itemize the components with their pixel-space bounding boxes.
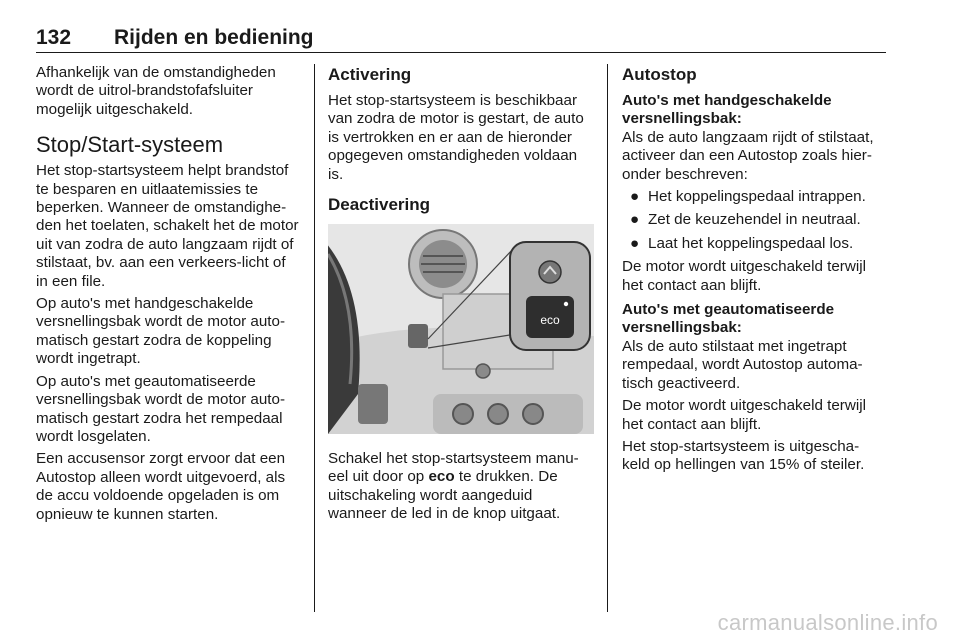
column-divider-2 [607,64,608,612]
eco-button-label: eco [540,313,560,328]
heading-activering: Activering [328,65,412,84]
page-number: 132 [36,26,72,49]
heading-deactivering: Deactivering [328,195,431,215]
subheading-automated-gearbox: Auto's met geautomatiseerde versnellingsbak: [622,301,835,337]
column-2 [328,64,594,528]
dashboard-illustration [328,224,594,434]
paragraph-autostop-3: Als de auto stilstaat met ingetrapt rempedaal, wordt Autostop automa-tisch geactiveerd. [622,337,863,392]
column-3 [622,64,886,479]
section-heading-stop-start: Stop/Start-systeem [36,132,224,158]
watermark: carmanualsonline.info [717,610,938,635]
paragraph-autostop-5: Het stop-startsysteem is uitgescha-keld op hellingen van 15% of steiler. [622,437,865,474]
paragraph-deactivering [328,450,594,524]
deactivering-text-1: Schakel het stop-startsysteem manu-eel uit door op [328,450,579,486]
autostop-steps-list [622,188,886,253]
paragraph-activering: Het stop-startsysteem is beschikbaar van zodra de motor is gestart, de auto is vertrokken en er aan de hieronder opgegeven omstandigheden voldaan is. [328,92,584,183]
column-1 [36,64,300,528]
paragraph-autostop-1: Als de auto langzaam rijdt of stilstaat, activeer dan een Autostop zoals hier-onder beschreven: [622,128,874,183]
column-divider-1 [314,64,315,612]
list-item: ● Laat het koppelingspedaal los. [630,234,854,252]
intro-paragraph: Afhankelijk van de omstandigheden wordt de uitrol-brandstofafsluiter mogelijk uitgeschakeld. [36,64,276,118]
paragraph-stop-start-2: Op auto's met handgeschakelde versnellingsbak wordt de motor auto-matisch gestart zodra de koppeling wordt ingetrapt. [36,295,286,368]
dashboard-eco-button-drawing [328,224,594,434]
list-item: ● Zet de keuzehendel in neutraal. [630,211,861,229]
paragraph-stop-start-3: Op auto's met geautomatiseerde versnellingsbak wordt de motor auto-matisch gestart zodra het rempedaal wordt losgelaten. [36,372,286,445]
page-header [36,26,886,53]
paragraph-stop-start-1: Het stop-startsysteem helpt brandstof te besparen en uitlaatemissies te beperken. Wanneer de omstandighe-den het toelaten, schakelt het de motor uit van zodra de auto langzaam rijdt of stilstaat, bv. aan een verkeers-licht of in een file. [36,162,299,290]
paragraph-autostop-4: De motor wordt uitgeschakeld terwijl het contact aan blijft. [622,397,866,433]
bullet-icon: ● [630,211,640,229]
paragraph-stop-start-4: Een accusensor zorgt ervoor dat een Autostop alleen wordt uitgevoerd, als de accu voldoende opgeladen is om opnieuw te kunnen starten. [36,450,286,523]
eco-keyword: eco [428,468,455,486]
chapter-title: Rijden en bediening [114,26,314,49]
deactivering-text-2: te drukken. De uitschakeling wordt aangeduid wanneer de led in de knop uitgaat. [328,468,561,523]
list-item: ● Het koppelingspedaal intrappen. [630,188,866,206]
subheading-manual-gearbox: Auto's met handgeschakelde versnellingsbak: [622,92,832,128]
bullet-icon: ● [630,188,640,206]
bullet-icon: ● [630,234,640,252]
paragraph-autostop-2: De motor wordt uitgeschakeld terwijl het contact aan blijft. [622,258,866,294]
heading-autostop: Autostop [622,65,697,84]
